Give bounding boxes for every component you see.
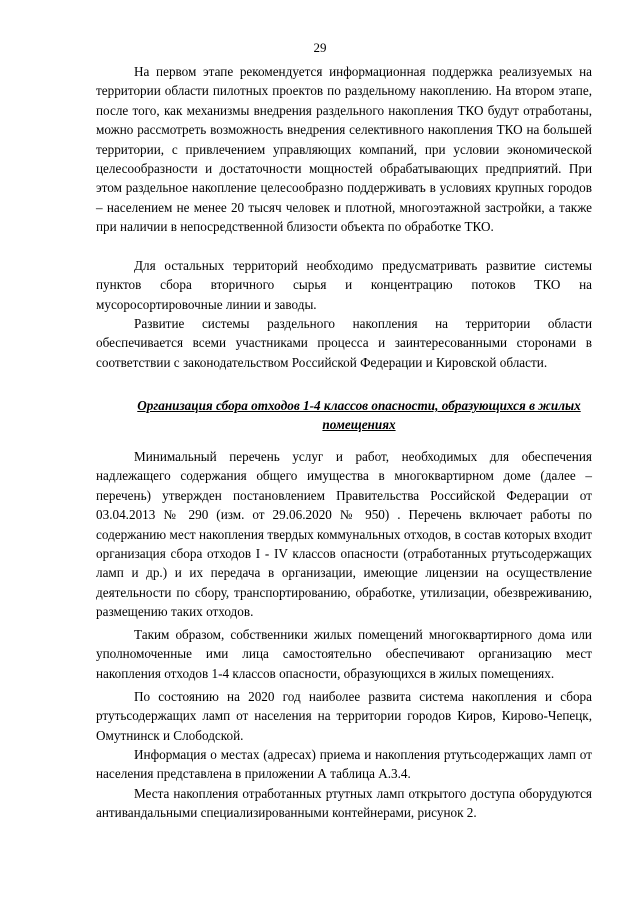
section-heading: Организация сбора отходов 1-4 классов опасности, образующихся в жилых помещениях [137,398,581,433]
paragraph-minimal-list: Минимальный перечень услуг и работ, необходимых для обеспечения надлежащего содержания общего имущества в многоквартирном доме (далее – перечень) утвержден постановлением Правительства Российской Федерации от 03.04.2013 № 290 (изм. от 29.06.2020 № 950) . Перечень включает работы по содержанию мест накопления твердых коммунальных отходов, в состав которых входит организация сбора отходов I - IV классов опасности (отработанных ртутьсодержащих ламп и др.) и их передача в организации, имеющие лицензии на осуществление деятельности по сбору, транспортированию, обработке, утилизации, обезвреживанию, размещению таких отходов. [96,449,592,620]
paragraph-other-territories: Для остальных территорий необходимо предусматривать развитие системы пунктов сбора вторичного сырья и концентрацию потоков ТКО на мусоросортировочные линии и заводы. [96,258,592,312]
paragraph-pilot-projects: На первом этапе рекомендуется информационная поддержка реализуемых на территории области пилотных проектов по раздельному накоплению. На втором этапе, после того, как механизмы внедрения раздельного накопления ТКО будут отработаны, можно рассмотреть возможность внедрения селективного накопления ТКО на большей территории, с привлечением управляющих компаний, при условии экономической целесообразности и достаточности мощностей обрабатывающих предприятий. При этом раздельное накопление целесообразно поддерживать в условиях крупных городов – населением не менее 20 тысяч человек и плотной, многоэтажной застройки, а также при наличии в непосредственной близости объекта по обработке ТКО. [96,64,592,235]
paragraph-status-2020: По состоянию на 2020 год наиболее развита система накопления и сбора ртутьсодержащих ламп от населения на территории городов Киров, Кирово-Чепецк, Омутнинск и Слободской. [96,689,592,743]
paragraph-owners: Таким образом, собственники жилых помещений многоквартирного дома или уполномоченные ими лица самостоятельно обеспечивают организацию мест накопления отходов 1-4 классов опасности, образующихся в жилых помещениях. [96,627,592,681]
paragraph-information-locations: Информация о местах (адресах) приема и накопления ртутьсодержащих ламп от населения представлена в приложении А таблица А.3.4. [96,747,592,782]
page-number: 29 [313,40,327,55]
paragraph-containers: Места накопления отработанных ртутных ламп открытого доступа оборудуются антивандальными специализированными контейнерами, рисунок 2. [96,786,592,821]
paragraph-system-development: Развитие системы раздельного накопления на территории области обеспечивается всеми участниками процесса и заинтересованными сторонами в соответствии с законодательством Российской Федерации и Кировской области. [96,316,592,370]
